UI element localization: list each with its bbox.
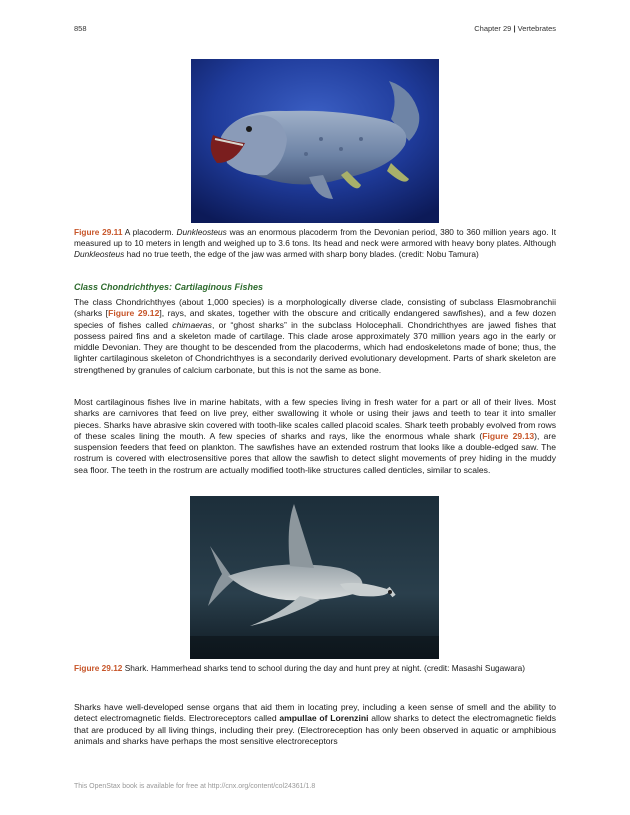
figure-label: Figure 29.11: [74, 227, 123, 237]
caption-text: had no true teeth, the edge of the jaw was armed with sharp bony blades. (credit: Nobu Tamura): [124, 249, 479, 259]
dunkleosteus-image: [191, 59, 439, 223]
italic-term: chimaeras: [172, 319, 212, 330]
paragraph-text: allow sharks to detect the electromagnetic fields that are produced by all living things, including their prey. (Electroreception has only been observed in aquatic or amphibious animals and sharks have perhaps the most sensitive electroreceptors: [74, 713, 556, 746]
paragraph: [74, 297, 556, 376]
paragraph: [74, 397, 556, 476]
chapter-label: Chapter 29: [474, 24, 512, 33]
paragraph: [74, 702, 556, 747]
chapter-topic: Vertebrates: [517, 24, 556, 33]
paragraph-text: ), are suspension feeders that feed on plankton. The sawfishes have an extended rostrum that looks like a double-edged saw. The rostrum is covered with electrosensitive pores that allow the sawfish to detect slight movements of prey hiding in the muddy sea floor. The teeth in the rostrum are actually modified tooth-like structures called denticles, similar to scales.: [74, 430, 557, 475]
paragraph-text: , or “ghost sharks” in the subclass Holocephali. Chondrichthyes are jawed fishes that possess paired fins and a skeleton made of cartilage. This clade arose approximately 370 million years ago in the early or middle Devonian. They are thought to be descended from the placoderms, which had endoskeletons made of bone; thus, the lighter cartilaginous skeleton of Chondrichthyes is a secondarily derived evolutionary development. Parts of shark skeleton are strengthened by granules of calcium carbonate, but this is not the same as bone.: [74, 319, 556, 375]
hammerhead-shark-image: [190, 496, 439, 659]
running-header: [474, 24, 556, 33]
paragraph-text: Most cartilaginous fishes live in marine habitats, with a few species living in fresh water for a part or all of their lives. Most sharks are carnivores that feed on live prey, either swallowing it whole or using their jaws and teeth to tear it into smaller pieces. Sharks have abrasive skin covered with tooth-like scales called placoid scales. Shark teeth probably evolved from rows of these scales lining the mouth. A few species of sharks and rays, like the enormous whale shark (: [74, 397, 556, 441]
figure-29-12-caption: [74, 663, 556, 674]
header-separator: |: [513, 24, 516, 33]
section-title: Class Chondrichthyes: Cartilaginous Fishes: [74, 282, 264, 292]
footer-note: This OpenStax book is available for free at http://cnx.org/content/col24361/1.8: [74, 783, 316, 790]
caption-text: A placoderm.: [122, 227, 177, 237]
caption-text: was an enormous placoderm from the Devonian period, 380 to 360 million years ago. It measured up to 10 meters in length and weighed up to 3.6 tons. Its head and neck were armored with heavy bony plates. Although: [74, 227, 556, 248]
paragraph-text: The class Chondrichthyes (about 1,000 species) is a morphologically diverse clade, consisting of subclass Elasmobranchii (sharks [: [74, 297, 556, 319]
species-name: Dunkleosteus: [176, 227, 227, 237]
figure-link[interactable]: Figure 29.13: [482, 430, 535, 441]
caption-text: Shark. Hammerhead sharks tend to school during the day and hunt prey at night. (credit: Masashi Sugawara): [122, 663, 526, 673]
figure-label: Figure 29.12: [74, 663, 123, 673]
figure-link[interactable]: Figure 29.12: [108, 308, 160, 319]
paragraph-text: Sharks have well-developed sense organs that aid them in locating prey, including a keen sense of smell and the ability to detect electromagnetic fields. Electroreceptors called: [74, 702, 556, 724]
page-number: 858: [74, 24, 87, 33]
bold-term: ampullae of Lorenzini: [279, 713, 369, 724]
figure-29-11-caption: [74, 227, 556, 260]
paragraph-text: ], rays, and skates, together with the obscure and critically endangered sawfishes), and a few dozen species of fishes called: [74, 308, 556, 330]
species-name: Dunkleosteus: [74, 249, 125, 259]
